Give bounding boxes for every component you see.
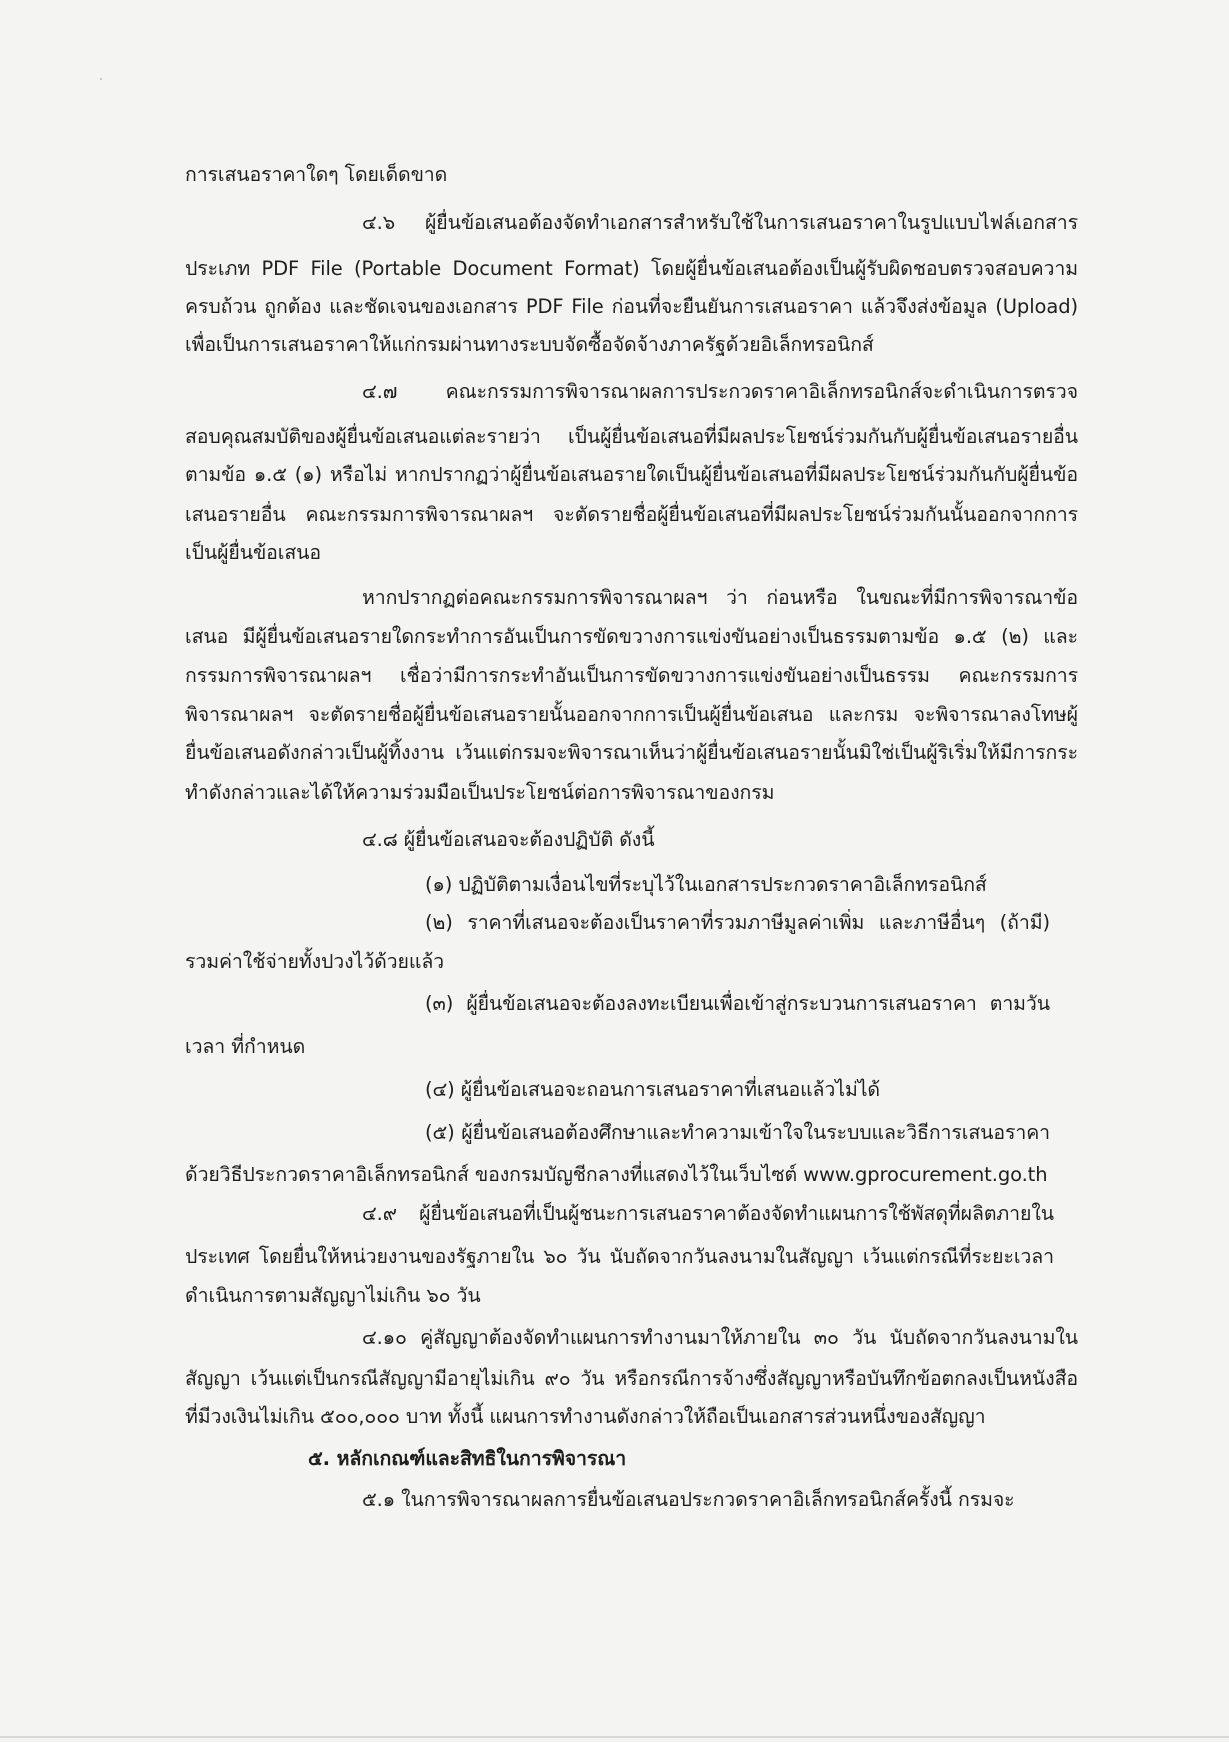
text-line: (๔) ผู้ยื่นข้อเสนอจะถอนการเสนอราคาที่เสนอแล้วไม่ได้: [425, 1078, 880, 1101]
scan-edge: [0, 1736, 1229, 1738]
text-line: ๔.๘ ผู้ยื่นข้อเสนอจะต้องปฏิบัติ ดังนี้: [362, 828, 655, 851]
text-line: ๔.๖ ผู้ยื่นข้อเสนอต้องจัดทำเอกสารสำหรับใช้ในการเสนอราคาในรูปแบบไฟล์เอกสาร: [362, 211, 1078, 234]
text-line: ตามข้อ ๑.๕ (๑) หรือไม่ หากปรากฏว่าผู้ยื่นข้อเสนอรายใดเป็นผู้ยื่นข้อเสนอที่มีผลประโยชน์ร่วมกันกับผู้ยื่นข้อ: [185, 463, 1078, 486]
text-line: (๕) ผู้ยื่นข้อเสนอต้องศึกษาและทำความเข้าใจในระบบและวิธีการเสนอราคา: [425, 1121, 1050, 1144]
section-heading: ๕. หลักเกณฑ์และสิทธิในการพิจารณา: [308, 1447, 627, 1470]
text-line: หากปรากฏต่อคณะกรรมการพิจารณาผลฯ ว่า ก่อนหรือ ในขณะที่มีการพิจารณาข้อ: [362, 586, 1078, 609]
text-line: ที่มีวงเงินไม่เกิน ๕๐๐,๐๐๐ บาท ทั้งนี้ แผนการทำงานดังกล่าวให้ถือเป็นเอกสารส่วนหนึ่งของสัญญา: [185, 1405, 986, 1428]
text-line: เสนอ มีผู้ยื่นข้อเสนอรายใดกระทำการอันเป็นการขัดขวางการแข่งขันอย่างเป็นธรรมตามข้อ ๑.๕ (๒) และ: [185, 625, 1078, 648]
text-line: ๔.๙ ผู้ยื่นข้อเสนอที่เป็นผู้ชนะการเสนอราคาต้องจัดทำแผนการใช้พัสดุที่ผลิตภายใน: [362, 1202, 1054, 1225]
text-line: กรรมการพิจารณาผลฯ เชื่อว่ามีการกระทำอันเป็นการขัดขวางการแข่งขันอย่างเป็นธรรม คณะกรรมการ: [185, 664, 1078, 687]
text-line: ประเภท PDF File (Portable Document Format) โดยผู้ยื่นข้อเสนอต้องเป็นผู้รับผิดชอบตรวจสอบความ: [185, 257, 1078, 280]
text-line: เพื่อเป็นการเสนอราคาให้แก่กรมผ่านทางระบบจัดซื้อจัดจ้างภาครัฐด้วยอิเล็กทรอนิกส์: [185, 333, 874, 356]
text-line: ยื่นข้อเสนอดังกล่าวเป็นผู้ทิ้งงาน เว้นแต่กรมจะพิจารณาเห็นว่าผู้ยื่นข้อเสนอรายนั้นมิใช่เป็นผู้ริเริ่มให้มีการกระ: [185, 741, 1078, 764]
text-line: ทำดังกล่าวและได้ให้ความร่วมมือเป็นประโยชน์ต่อการพิจารณาของกรม: [185, 781, 775, 804]
text-line: เสนอรายอื่น คณะกรรมการพิจารณาผลฯ จะตัดรายชื่อผู้ยื่นข้อเสนอที่มีผลประโยชน์ร่วมกันนั้นออกจากการ: [185, 503, 1078, 526]
text-line: รวมค่าใช้จ่ายทั้งปวงไว้ด้วยแล้ว: [185, 950, 445, 973]
text-line: ๔.๑๐ คู่สัญญาต้องจัดทำแผนการทำงานมาให้ภายใน ๓๐ วัน นับถัดจากวันลงนามใน: [362, 1326, 1078, 1349]
text-line: สัญญา เว้นแต่เป็นกรณีสัญญามีอายุไม่เกิน ๙๐ วัน หรือกรณีการจ้างซึ่งสัญญาหรือบันทึกข้อตกลงเป็นหนังสือ: [185, 1367, 1078, 1390]
text-line: ๔.๗ คณะกรรมการพิจารณาผลการประกวดราคาอิเล็กทรอนิกส์จะดำเนินการตรวจ: [362, 380, 1078, 403]
text-line: ดำเนินการตามสัญญาไม่เกิน ๖๐ วัน: [185, 1284, 481, 1307]
text-line: ด้วยวิธีประกวดราคาอิเล็กทรอนิกส์ ของกรมบัญชีกลางที่แสดงไว้ในเว็บไซต์ www.gprocurement.go.th: [185, 1163, 1048, 1186]
text-line: (๓) ผู้ยื่นข้อเสนอจะต้องลงทะเบียนเพื่อเข้าสู่กระบวนการเสนอราคา ตามวัน: [425, 992, 1050, 1015]
text-line: การเสนอราคาใดๆ โดยเด็ดขาด: [185, 163, 448, 186]
text-line: ครบถ้วน ถูกต้อง และชัดเจนของเอกสาร PDF File ก่อนที่จะยืนยันการเสนอราคา แล้วจึงส่งข้อมูล (Upload): [185, 295, 1078, 318]
text-line: ประเทศ โดยยื่นให้หน่วยงานของรัฐภายใน ๖๐ วัน นับถัดจากวันลงนามในสัญญา เว้นแต่กรณีที่ระยะเวลา: [185, 1245, 1054, 1268]
text-line: เวลา ที่กำหนด: [185, 1035, 306, 1058]
text-line: เป็นผู้ยื่นข้อเสนอ: [185, 541, 322, 564]
text-line: (๑) ปฏิบัติตามเงื่อนไขที่ระบุไว้ในเอกสารประกวดราคาอิเล็กทรอนิกส์: [425, 873, 987, 896]
text-line: (๒) ราคาที่เสนอจะต้องเป็นราคาที่รวมภาษีมูลค่าเพิ่ม และภาษีอื่นๆ (ถ้ามี): [425, 911, 1050, 934]
text-line: สอบคุณสมบัติของผู้ยื่นข้อเสนอแต่ละรายว่า เป็นผู้ยื่นข้อเสนอที่มีผลประโยชน์ร่วมกันกับผู้ยื่นข้อเสนอรายอื่น: [185, 425, 1078, 448]
text-line: ๕.๑ ในการพิจารณาผลการยื่นข้อเสนอประกวดราคาอิเล็กทรอนิกส์ครั้งนี้ กรมจะ: [362, 1488, 1015, 1511]
text-line: พิจารณาผลฯ จะตัดรายชื่อผู้ยื่นข้อเสนอรายนั้นออกจากการเป็นผู้ยื่นข้อเสนอ และกรม จะพิจารณาลงโทษผู้: [185, 703, 1078, 726]
scan-speck: [100, 78, 102, 80]
